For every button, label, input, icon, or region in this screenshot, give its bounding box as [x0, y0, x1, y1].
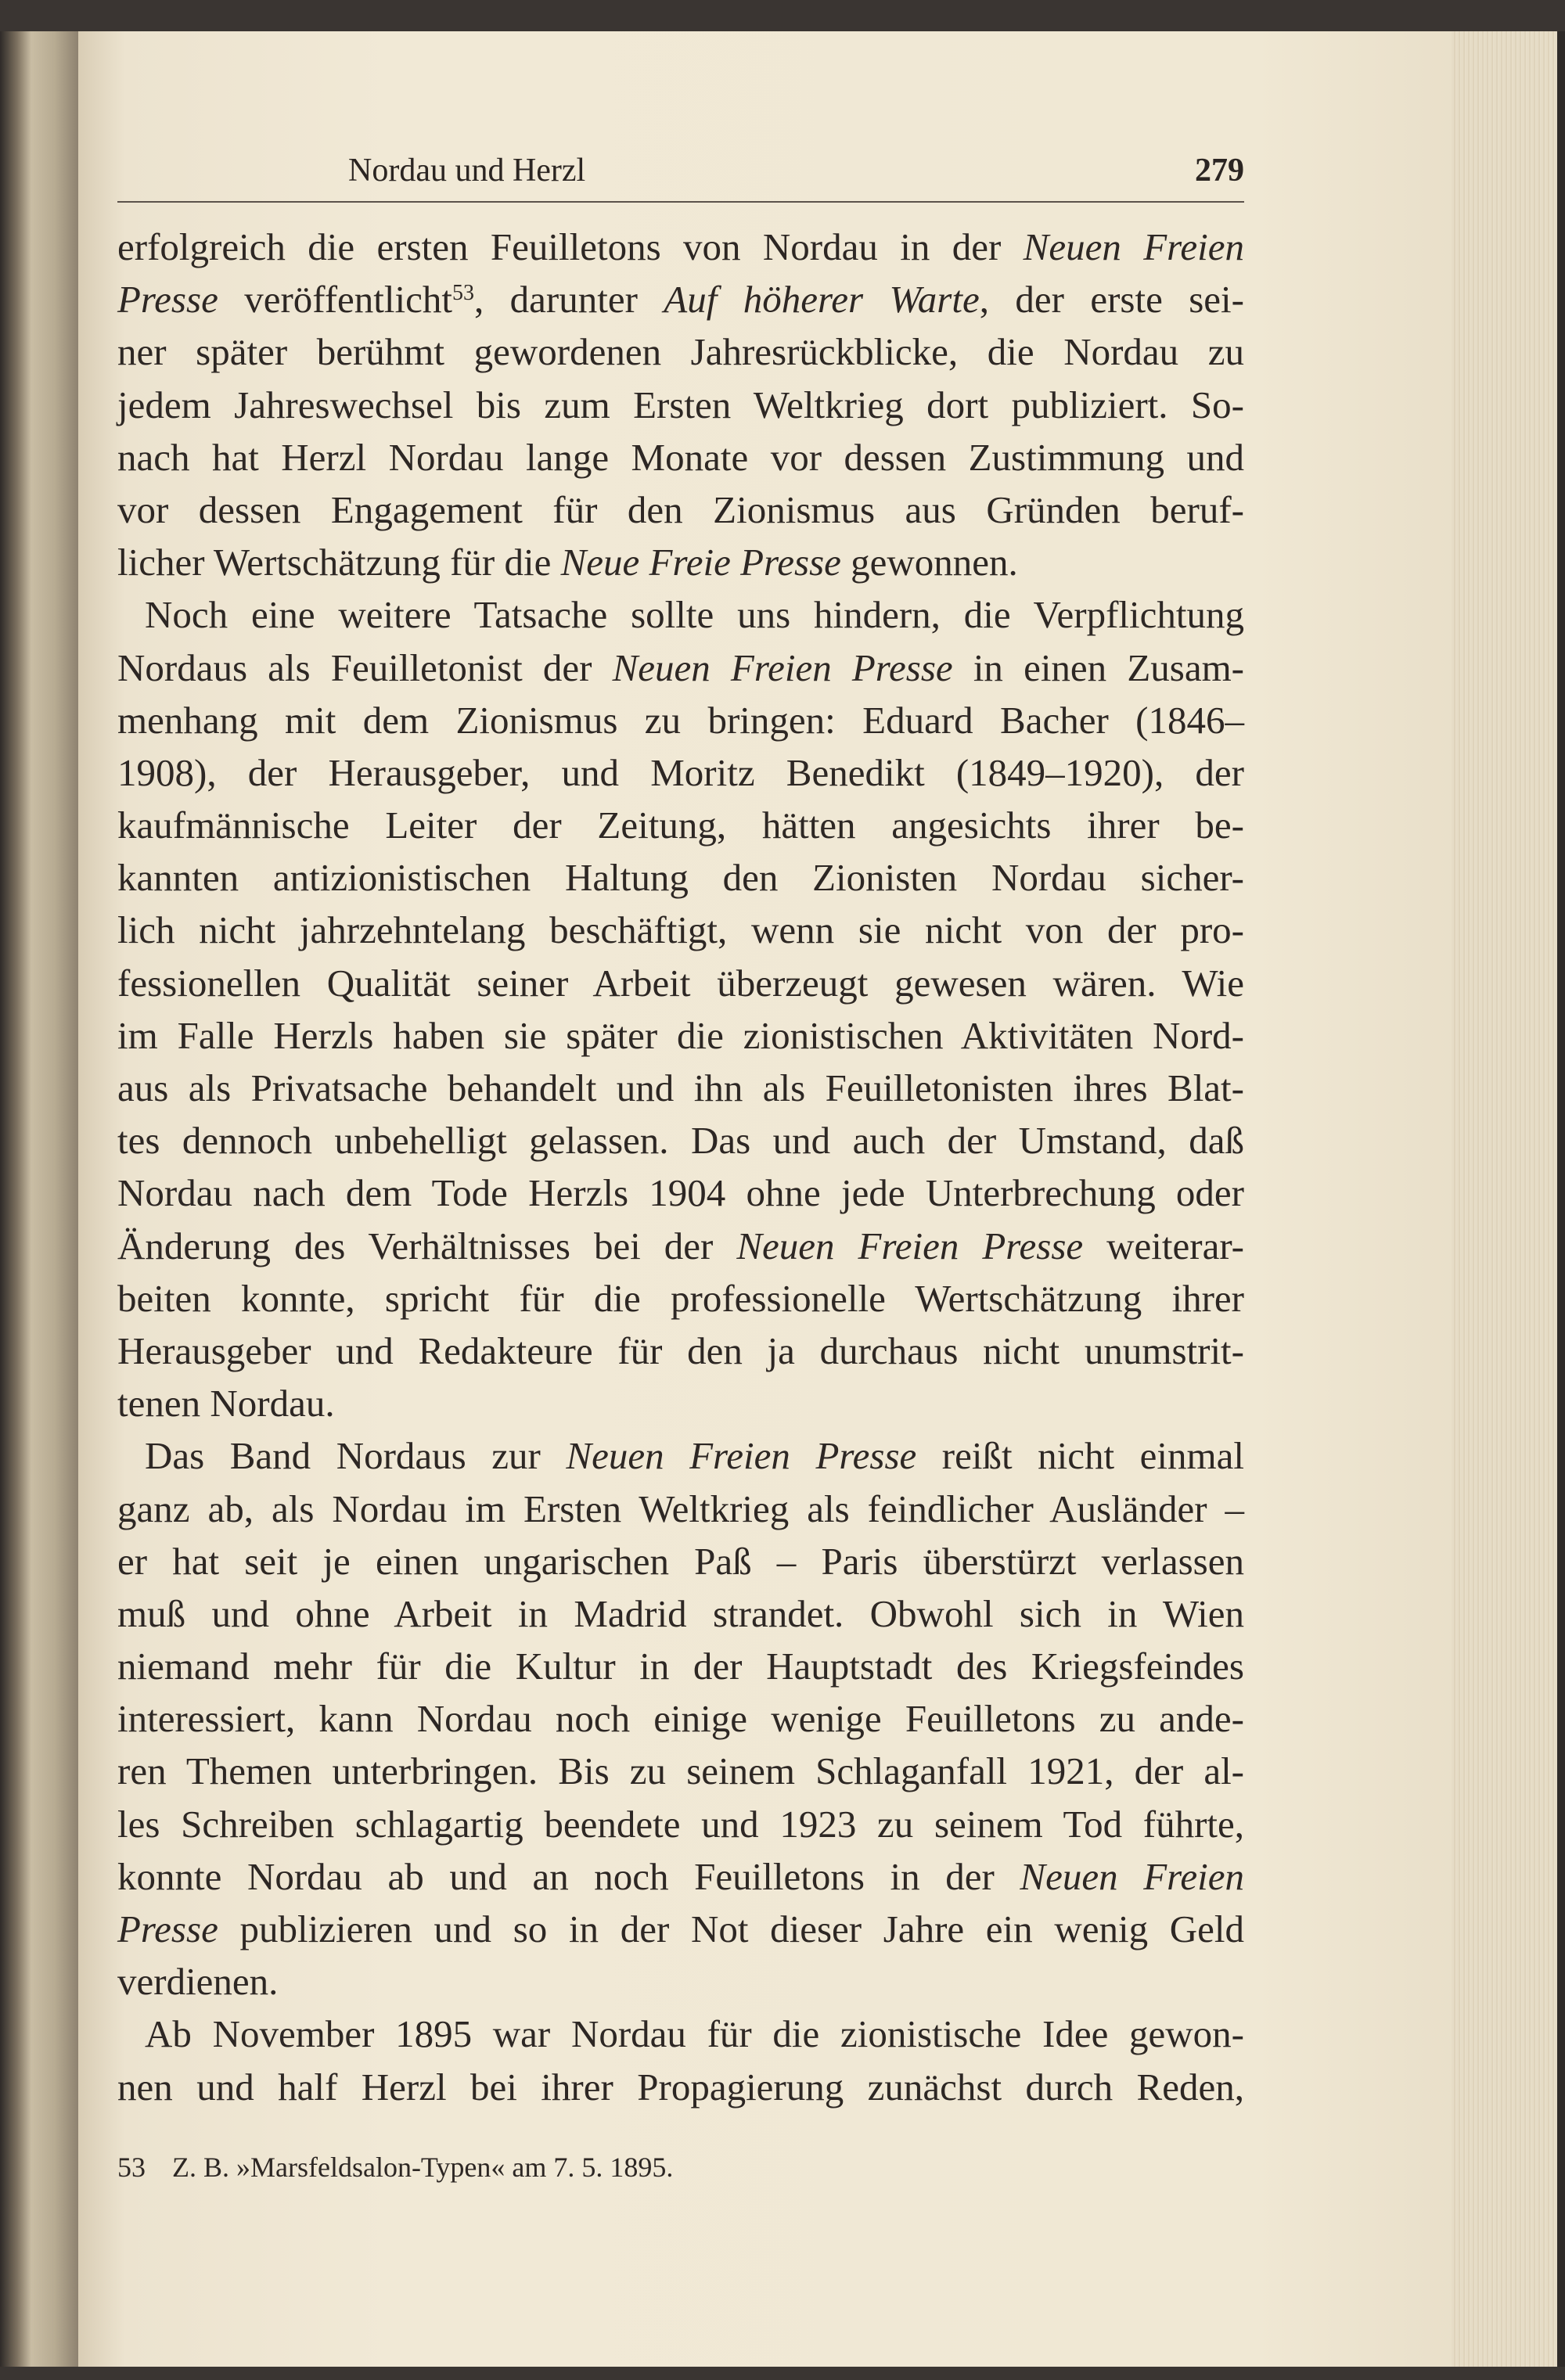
text-line: kaufmännische Leiter der Zeitung, hätten angesichts ihrer be-: [117, 804, 1244, 847]
footnote: [117, 2148, 1244, 2187]
text-line: 1908), der Herausgeber, und Moritz Benedikt (1849–1920), der: [117, 750, 1244, 794]
text-line: erfolgreich die ersten Feuilletons von Nordau in der Neuen Freien: [117, 225, 1244, 268]
text-line: tes dennoch unbehelligt gelassen. Das und auch der Umstand, daß: [117, 1119, 1244, 1163]
body-text: [117, 221, 1244, 2113]
text-line: ganz ab, als Nordau im Ersten Weltkrieg als feindlicher Ausländer –: [117, 1487, 1244, 1530]
text-line: Ab November 1895 war Nordau für die zionistische Idee gewon-: [145, 2012, 1244, 2056]
text-line: ren Themen unterbringen. Bis zu seinem Schlaganfall 1921, der al-: [117, 1749, 1244, 1793]
text-line: lich nicht jahrzehntelang beschäftigt, wenn sie nicht von der pro-: [117, 908, 1244, 952]
running-head: Nordau und Herzl: [348, 153, 586, 189]
text-line: aus als Privatsache behandelt und ihn als Feuilletonisten ihres Blat-: [117, 1066, 1244, 1109]
text-line: fessionellen Qualität seiner Arbeit überzeugt gewesen wären. Wie: [117, 961, 1244, 1005]
text-line: im Falle Herzls haben sie später die zionistischen Aktivitäten Nord-: [117, 1013, 1244, 1057]
page-number: 279: [1195, 153, 1244, 189]
footnote-reference: 53: [452, 281, 474, 306]
text-line: Änderung des Verhältnisses bei der Neuen Freien Presse weiterar-: [117, 1224, 1244, 1267]
text-line: beiten konnte, spricht für die professionelle Wertschätzung ihrer: [117, 1276, 1244, 1320]
text-line: er hat seit je einen ungarischen Paß – Paris überstürzt verlassen: [117, 1539, 1244, 1583]
text-line: Herausgeber und Redakteure für den ja durchaus nicht unumstrit-: [117, 1328, 1244, 1372]
text-line: nach hat Herzl Nordau lange Monate vor dessen Zustimmung und: [117, 435, 1244, 479]
text-line: jedem Jahreswechsel bis zum Ersten Weltkrieg dort publiziert. So-: [117, 383, 1244, 426]
footnote-text: Z. B. »Marsfeldsalon-Typen« am 7. 5. 1895.: [172, 2152, 674, 2183]
previous-page-edge: [0, 31, 78, 2367]
text-line: les Schreiben schlagartig beendete und 1923 zu seinem Tod führte,: [117, 1802, 1244, 1846]
page-header: [117, 147, 1244, 194]
text-line: menhang mit dem Zionismus zu bringen: Eduard Bacher (1846–: [117, 698, 1244, 742]
fore-edge-shadow: [1557, 31, 1565, 2367]
text-line: tenen Nordau.: [117, 1382, 335, 1425]
text-line: licher Wertschätzung für die Neue Freie Presse gewonnen.: [117, 541, 1018, 584]
text-line: Presse veröffentlicht$^{53}$, darunter Auf höherer Warte, der erste sei-: [117, 278, 1244, 322]
text-line: konnte Nordau ab und an noch Feuilletons in der Neuen Freien: [117, 1854, 1244, 1898]
text-line: Noch eine weitere Tatsache sollte uns hindern, die Verpflichtung: [145, 593, 1244, 637]
text-line: Das Band Nordaus zur Neuen Freien Presse reißt nicht einmal: [145, 1434, 1244, 1478]
text-line: verdienen.: [117, 1960, 279, 2004]
text-line: Nordau nach dem Tode Herzls 1904 ohne jede Unterbrechung oder: [117, 1171, 1244, 1215]
text-line: muß und ohne Arbeit in Madrid strandet. Obwohl sich in Wien: [117, 1591, 1244, 1635]
text-line: vor dessen Engagement für den Zionismus aus Gründen beruf-: [117, 487, 1244, 531]
text-line: niemand mehr für die Kultur in der Hauptstadt des Kriegsfeindes: [117, 1645, 1244, 1688]
text-line: kannten antizionistischen Haltung den Zionisten Nordau sicher-: [117, 856, 1244, 900]
text-line: nen und half Herzl bei ihrer Propagierung zunächst durch Reden,: [117, 2065, 1244, 2109]
text-line: Presse publizieren und so in der Not dieser Jahre ein wenig Geld: [117, 1907, 1244, 1950]
text-line: interessiert, kann Nordau noch einige wenige Feuilletons zu ande-: [117, 1697, 1244, 1741]
page-fore-edge: [1452, 31, 1565, 2367]
text-line: Nordaus als Feuilletonist der Neuen Freien Presse in einen Zusam-: [117, 645, 1244, 689]
footnote-number: 53: [117, 2152, 146, 2183]
header-rule: [117, 201, 1244, 203]
text-line: ner später berühmt gewordenen Jahresrückblicke, die Nordau zu: [117, 330, 1244, 374]
